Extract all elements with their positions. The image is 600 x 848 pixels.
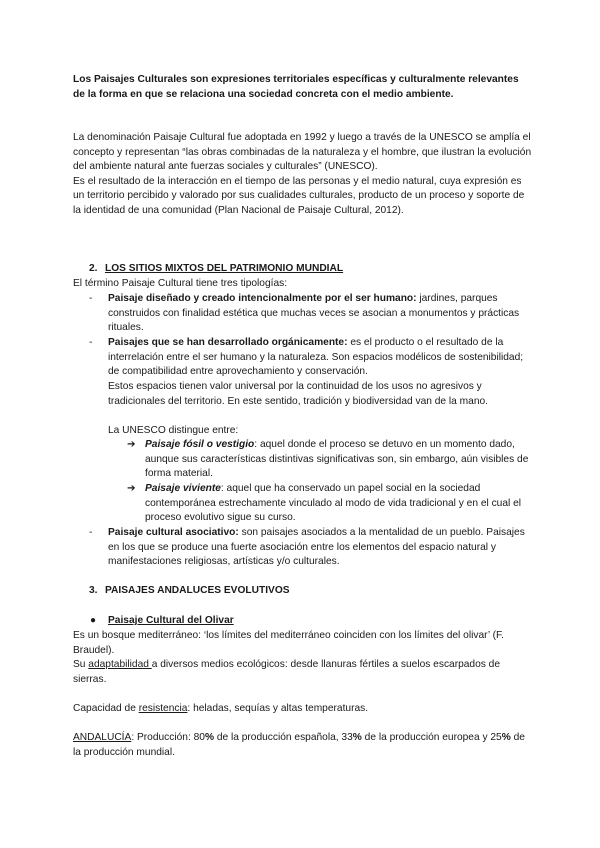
- andalucia-term: ANDALUCÍA: [73, 732, 132, 743]
- section-2-intro: El término Paisaje Cultural tiene tres tipologías:: [73, 278, 288, 289]
- unesco-intro: La UNESCO distingue entre:: [108, 425, 239, 436]
- olive-p3-pre: Capacidad de: [73, 703, 139, 714]
- section-3-title: PAISAJES ANDALUCES EVOLUTIVOS: [105, 585, 290, 596]
- intro-p1: La denominación Paisaje Cultural fue adoptada en 1992 y luego a través de la UNESCO se amplía el concepto y representan “las obras combinadas de la naturaleza y el hombre, que ilustran la evolución del ambiente natural ante fuerzas sociales y culturales” (UNESCO).: [73, 132, 532, 173]
- living-label: Paisaje viviente: [145, 483, 221, 494]
- typology-item-1: [108, 292, 533, 336]
- olive-p4-b: de la producción española, 33: [214, 732, 353, 743]
- typology-item-2: [108, 336, 533, 380]
- living-text: : aquel que ha conservado un papel social en la sociedad contemporánea estrechamente vinculado al modo de vida tradicional y en el cual el proceso evolutivo sigue su curso.: [145, 483, 522, 524]
- section-2-title: LOS SITIOS MIXTOS DEL PATRIMONIO MUNDIAL: [105, 263, 344, 274]
- section-2-heading: [89, 262, 343, 277]
- olive-subtitle: Paisaje Cultural del Olivar: [108, 615, 234, 626]
- typology-3-label: Paisaje cultural asociativo:: [108, 527, 239, 538]
- percent-sign: %: [204, 732, 214, 743]
- percent-sign: %: [501, 732, 511, 743]
- intro-bold-paragraph: Los Paisajes Culturales son expresiones territoriales específicas y culturalmente relevantes de la forma en que se relaciona una sociedad concreta con el medio ambiente.: [73, 74, 519, 100]
- section-2-number: 2.: [89, 263, 98, 274]
- olive-p2-pre: Su: [73, 659, 89, 670]
- olive-p4-a: : Producción: 80: [131, 732, 205, 743]
- typology-1-text: jardines, parques construidos con finalidad estética que muchas veces se asocian a monumentos y prácticas rituales.: [108, 293, 520, 334]
- percent-sign: %: [352, 732, 362, 743]
- typology-2-extra: Estos espacios tienen valor universal por la continuidad de los usos no agresivos y tradicionales del territorio. En este sentido, tradición y biodiversidad van de la mano.: [108, 381, 488, 407]
- intro-p2: Es el resultado de la interacción en el tiempo de las personas y el medio natural, cuya expresión es un territorio percibido y valorado por sus cualidades culturales, producto de un proceso y soporte de la identidad de una comunidad (Plan Nacional de Paisaje Cultural, 2012).: [73, 175, 525, 216]
- intro-paragraph: [73, 131, 533, 219]
- section-3-number: 3.: [89, 585, 98, 596]
- typology-2-text: es el producto o el resultado de la interrelación entre el ser humano y la naturaleza. Son espacios modélicos de sostenibilidad; de compatibilidad entre aprovechamiento y conservación.: [108, 337, 524, 378]
- typology-1-label: Paisaje diseñado y creado intencionalmente por el ser humano:: [108, 293, 417, 304]
- olive-paragraph-2: [73, 658, 533, 687]
- dash-marker-1: -: [89, 293, 93, 304]
- dash-marker-3: -: [89, 527, 93, 538]
- typology-3-text: son paisajes asociados a la mentalidad de un pueblo. Paisajes en los que se produce una fuerte asociación entre los elementos del espacio natural y manifestaciones religiosas, artísticas y/o culturales.: [108, 527, 525, 568]
- bullet-icon: ●: [90, 615, 97, 626]
- fossil-label: Paisaje fósil o vestigio: [145, 439, 255, 450]
- adaptability-term: adaptabilidad: [88, 659, 152, 670]
- olive-p4-c: de la producción europea y 25: [361, 732, 502, 743]
- olive-p2-post: a diversos medios ecológicos: desde llanuras fértiles a suelos escarpados de sierras.: [73, 659, 501, 685]
- typology-2-label: Paisajes que se han desarrollado orgánicamente:: [108, 337, 348, 348]
- arrow-icon: ➔: [127, 439, 136, 450]
- olive-paragraph-3: [73, 702, 533, 717]
- olive-p3-post: : heladas, sequías y altas temperaturas.: [187, 703, 369, 714]
- olive-paragraph-4: [73, 731, 533, 760]
- arrow-icon: ➔: [127, 483, 136, 494]
- landscape-living: [145, 482, 533, 526]
- olive-p4-d: de la producción mundial.: [73, 732, 525, 758]
- olive-paragraph-1: Es un bosque mediterráneo: ‘los límites del mediterráneo coinciden con los límites del olivar’ (F. Braudel).: [73, 630, 504, 656]
- resistance-term: resistencia: [138, 703, 188, 714]
- typology-item-3: [108, 526, 533, 570]
- landscape-fossil: [145, 438, 533, 482]
- fossil-text: : aquel donde el proceso se detuvo en un momento dado, aunque sus características distintivas significativas son, sin embargo, aún visibles de forma material.: [145, 439, 529, 480]
- section-3-heading: [89, 584, 290, 599]
- dash-marker-2: -: [89, 337, 93, 348]
